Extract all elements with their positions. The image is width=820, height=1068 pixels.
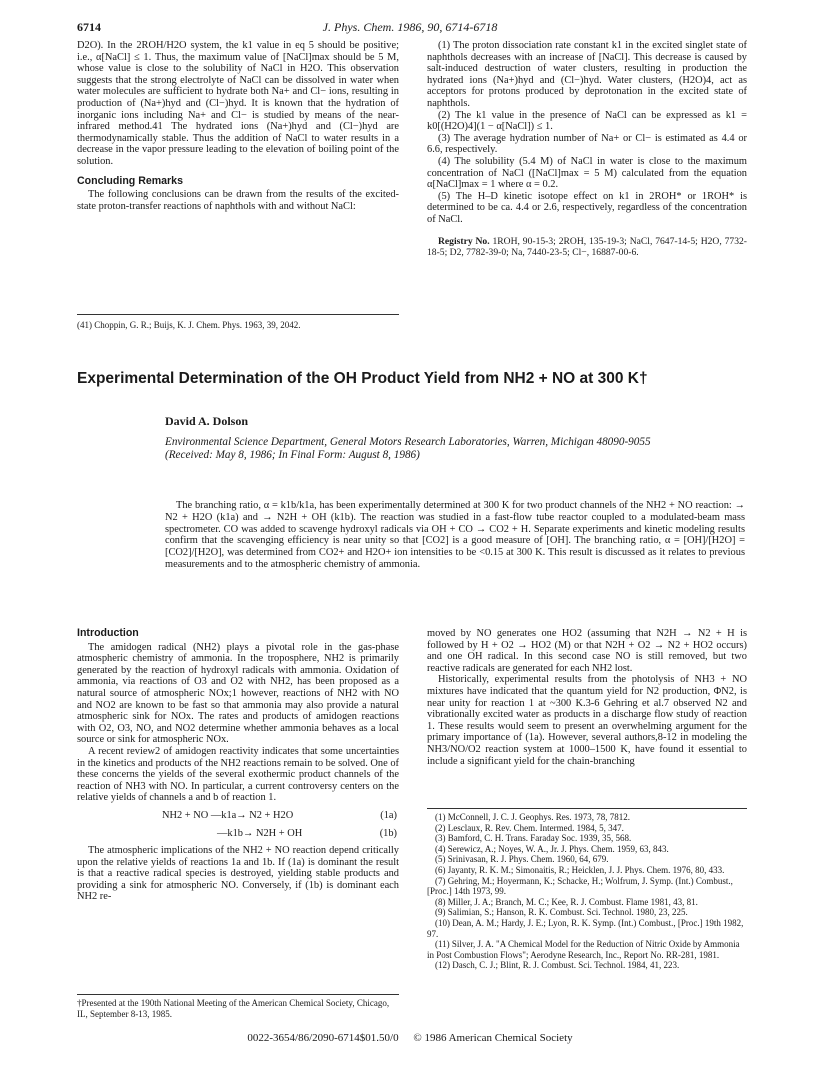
body-paragraph: Historically, experimental results from the photolysis of NH3 + NO mixtures have indicated that the quantum yield for N2 production, ΦN2, is near unity for reaction 1 at ~300 K.3-6 Gehring et al.7 observed N2 and vibrationally excited water as products in a discharge flow study of reaction 1. These results would seem to present an overwhelming argument for the primary importance of (1a). However, several authors,8-12 in modeling the NH3/NO/O2 reaction system at 1000–1500 K, have found it essential to include a significant yield for the chain-branching [427,674,747,767]
page-footer [0,1032,820,1044]
conclusion-item: (2) The k1 value in the presence of NaCl can be expressed as k1 = k0[(H2O)4](1 − α[NaCl]) ≤ 1. [427,109,747,133]
equation-1b-number: (1b) [379,827,397,839]
reference-item: (12) Dasch, C. J.; Blint, R. J. Combust. Sci. Technol. 1984, 41, 223. [435,960,680,971]
equation-1b [77,828,399,840]
reference-item: (8) Miller, J. A.; Branch, M. C.; Kee, R. J. Combust. Flame 1981, 43, 81. [435,896,698,907]
price-code: 0022-3654/86/2090-6714$01.50/0 [247,1032,399,1044]
reference-item: (3) Bamford, C. H. Trans. Faraday Soc. 1939, 35, 568. [435,833,632,844]
reference-item: (7) Gehring, M.; Hoyermann, K.; Schacke, H.; Wolfrum, J. Symp. (Int.) Combust., [Proc.] 14th 1973, 99. [427,875,733,897]
conclusion-item: (1) The proton dissociation rate constant k1 in the excited singlet state of naphthols decreases with an increase of [NaCl]. This decrease is caused by salt-induced destruction of water clusters, resulting in production the hydrated ions (Na+)hyd and (Cl−)hyd. Water clusters, (H2O)4, act as acceptors for protons produced by deprotonation in the excited state of naphthols. [427,40,747,109]
conclusion-item: (3) The average hydration number of Na+ or Cl− is estimated as 4.4 or 6.6, respectively. [427,132,747,156]
references [427,812,747,971]
concluding-paragraph: The following conclusions can be drawn from the results of the excited-state proton-transfer reactions of naphthols with and without NaCl: [77,189,399,212]
intro-paragraph: The atmospheric implications of the NH2 + NO reaction depend critically upon the relative yields of reactions 1a and 1b. If (1a) is dominant the result is that a reactive radical species is destroyed, yielding stable products and providing a sink for atmospheric NO. Conversely, if (1b) is dominant each NH2 re- [77,845,399,903]
registry-text: 1ROH, 90-15-3; 2ROH, 135-19-3; NaCl, 7647-14-5; H2O, 7732-18-5; D2, 7782-39-0; Na, 7440-23-5; Cl−, 16887-00-6. [427,235,747,259]
affiliation: Environmental Science Department, General Motors Research Laboratories, Warren, Michigan 48090-9055 [165,436,651,448]
intro-paragraph: A recent review2 of amidogen reactivity indicates that some uncertainties in the kinetics and products of the NH2 reactions remain to be solved. One of these concerns the yields of the several exothermic product channels of the reaction of NH3 with NO. In particular, a current controversy centers on the relative yields of channels a and b of reaction 1. [77,745,399,804]
registry-numbers [427,236,747,259]
intro-paragraph: The amidogen radical (NH2) plays a pivotal role in the gas-phase atmospheric chemistry of ammonia. In the troposphere, NH2 is primarily generated by the reaction of hydroxyl radicals with ammonia. Oxidation of ammonia, via reactions of O3 and O2 with NH2, has been proposed as a natural source of atmospheric NOx;1 however, reactions of NH2 with NO and NO2 are known to be fast so that ammonia may also provide a natural atmospheric sink for NOx. The rates and products of amidogen reactions with O2, O3, NO, and NO2 determine whether ammonia behaves as a local source or sink for atmospheric NOx. [77,641,399,746]
conclusion-item: (4) The solubility (5.4 M) of NaCl in water is close to the maximum concentration of NaCl ([NaCl]max = 5 M) calculated from the equation α[NaCl]max = 1 where α = 0.2. [427,155,747,191]
running-head: J. Phys. Chem. 1986, 90, 6714-6718 [322,20,498,34]
reference-item: (9) Salimian, S.; Hanson, R. K. Combust. Sci. Technol. 1980, 23, 225. [435,907,688,918]
prev-left-paragraph: D2O). In the 2ROH/H2O system, the k1 value in eq 5 should be positive; i.e., α[NaCl] ≤ 1. Thus, the maximum value of [NaCl]max should be 5 M, whose value is close to the solubility of NaCl in H2O. This observation suggests that the strong electrolyte of NaCl can be dissolved in water when water molecules are sufficient to hydrate both Na+ and Cl− ions, resulting in production of (Na+)hyd and (Cl−)hyd. It is known that the hydration of inorganic ions including Na+ and Cl− is studied by means of the near-infrared method.41 The hydrated ions (Na+)hyd and (Cl−)hyd are thermodynamically stable. Thus the addition of NaCl to water results in a decrease in the vapor pressure leading to the elevation of boiling point of the solution. [77,40,399,167]
registry-label: Registry No. [438,235,490,247]
prev-right-column [427,40,747,259]
equation-1a [77,810,399,822]
presented-footnote: †Presented at the 190th National Meeting of the American Chemical Society, Chicago, IL, September 8-13, 1985. [77,998,390,1019]
concluding-heading: Concluding Remarks [77,174,183,187]
reference-item: (4) Serewicz, A.; Noyes, W. A., Jr. J. Phys. Chem. 1959, 63, 843. [435,843,669,854]
reference-item: (6) Jayanty, R. K. M.; Simonaitis, R.; Heicklen, J. J. Phys. Chem. 1976, 80, 433. [435,864,725,875]
footnote-rule [77,994,399,995]
body-paragraph: moved by NO generates one HO2 (assuming that N2H → N2 + H is followed by H + O2 → HO2 (M) or that N2H + O2 → N2 + HO2 occurs) and one OH radical. In this second case NO is still removed, but two reactive radicals are generated for each NH2 lost. [427,628,747,674]
reference-item: (5) Srinivasan, R. J. Phys. Chem. 1960, 64, 679. [435,854,609,865]
body-left-column [77,628,399,903]
body-right-column [427,628,747,767]
reference-item: (10) Dean, A. M.; Hardy, J. E.; Lyon, R. K. Symp. (Int.) Combust., [Proc.] 19th 1982, 97. [427,917,744,939]
conclusion-item: (5) The H–D kinetic isotope effect on k1 in 2ROH* or 1ROH* is determined to be ca. 4.4 or 2.6, respectively, regardless of the concentration of NaCl. [427,190,747,225]
page-number: 6714 [77,20,101,34]
prev-left-column [77,40,399,212]
copyright: © 1986 American Chemical Society [413,1032,573,1044]
references-rule [427,808,747,809]
article-title: Experimental Determination of the OH Product Yield from NH2 + NO at 300 K† [77,370,648,387]
received-dates: (Received: May 8, 1986; In Final Form: August 8, 1986) [165,449,420,462]
equation-1a-number: (1a) [380,809,397,821]
footnote-rule [77,314,399,315]
article-author: David A. Dolson [165,414,249,428]
footnote-41: (41) Choppin, G. R.; Buijs, K. J. Chem. Phys. 1963, 39, 2042. [77,320,301,330]
equation-1b-body: —k1b→ N2H + OH [217,827,303,839]
abstract [165,500,745,571]
equation-1a-body: NH2 + NO —k1a→ N2 + H2O [162,809,294,821]
reference-item: (2) Lesclaux, R. Rev. Chem. Intermed. 1984, 5, 347. [435,822,624,833]
abstract-text: The branching ratio, α = k1b/k1a, has been experimentally determined at 300 K for two product channels of the NH2 + NO reaction: → N2 + H2O (k1a) and → N2H + OH (k1b). The reaction was studied in a fast-flow tube reactor coupled to a modulated-beam mass spectrometer. CO was added to scavenge hydroxyl radicals via OH + CO → CO2 + H. Separate experiments and kinetic modeling results confirm that the scavenging efficiency is near unity so that [CO2] is a good measure of [OH]. The branching ratio, α = [OH]/[H2O] = [CO2]/[H2O], was determined from CO2+ and H2O+ ion intensities to be <0.15 at 300 K. This result is discussed as it relates to previous measurements and to the atmospheric chemistry of ammonia. [165,500,745,570]
affiliation-block [165,436,651,462]
reference-item: (1) McConnell, J. C. J. Geophys. Res. 1973, 78, 7812. [435,812,630,822]
intro-heading: Introduction [77,627,139,639]
reference-item: (11) Silver, J. A. "A Chemical Model for the Reduction of Nitric Oxide by Ammonia in Post Combustion Flows"; Aerodyne Research, Inc., Report No. RR-281, 1981. [427,939,740,960]
